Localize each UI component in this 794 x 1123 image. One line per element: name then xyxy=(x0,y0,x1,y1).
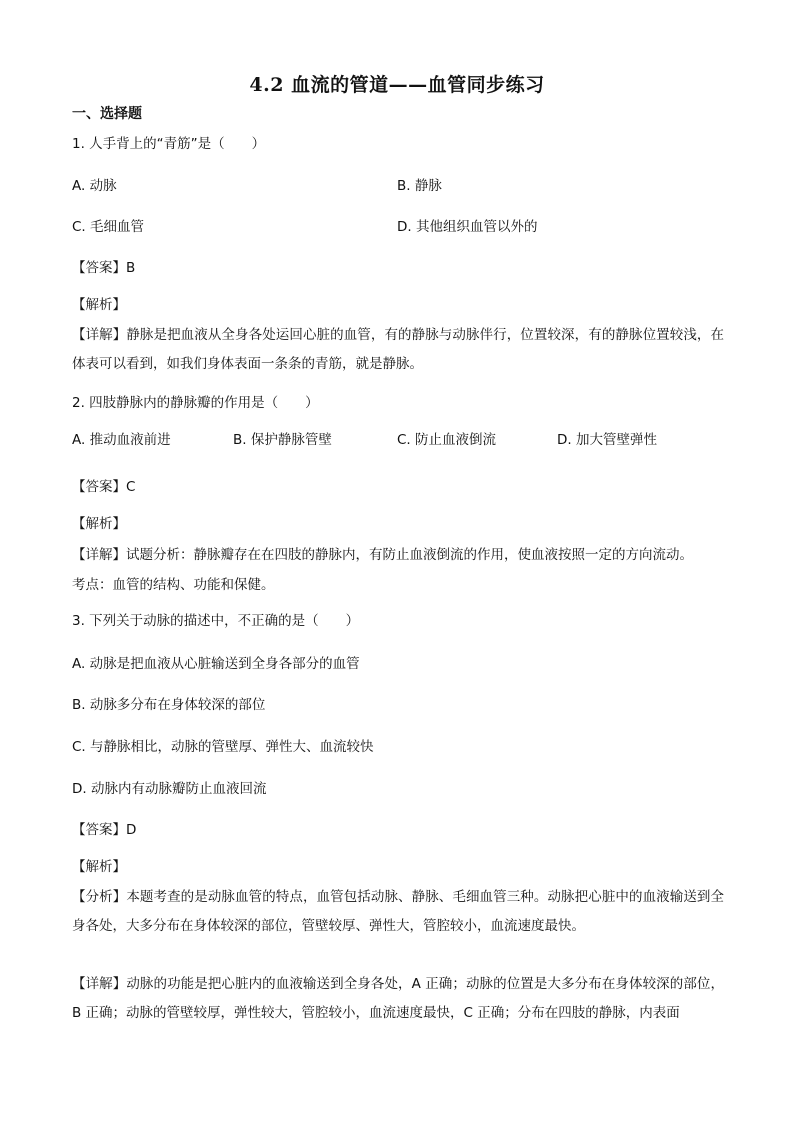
question-2-option-b: B. 保护静脉管壁 xyxy=(233,432,332,448)
question-1-option-b: B. 静脉 xyxy=(397,178,442,194)
question-1-option-a: A. 动脉 xyxy=(72,178,117,194)
question-2-detail: 【详解】试题分析：静脉瓣存在在四肢的静脉内，有防止血液倒流的作用，使血液按照一定的方向流动。 xyxy=(72,547,693,563)
question-3-option-d: D. 动脉内有动脉瓣防止血液回流 xyxy=(72,781,267,797)
question-1-answer: 【答案】B xyxy=(72,260,136,276)
question-2-option-d: D. 加大管壁弹性 xyxy=(557,432,657,448)
question-2-option-c: C. 防止血液倒流 xyxy=(397,432,497,448)
question-1-option-c: C. 毛细血管 xyxy=(72,219,145,235)
question-2-point: 考点：血管的结构、功能和保健。 xyxy=(72,577,275,593)
question-1-analysis-label: 【解析】 xyxy=(72,297,126,313)
question-2-answer: 【答案】C xyxy=(72,479,136,495)
question-2-analysis-label: 【解析】 xyxy=(72,516,126,532)
question-3-analysis: 【分析】本题考查的是动脉血管的特点，血管包括动脉、静脉、毛细血管三种。动脉把心脏中的血液输送到全身各处，大多分布在身体较深的部位，管壁较厚、弹性大，管腔较小，血流速度最快。 xyxy=(72,889,724,934)
question-1-option-d: D. 其他组织血管以外的 xyxy=(397,219,538,235)
page-title: 4.2 血流的管道——血管同步练习 xyxy=(249,74,545,96)
section-heading: 一、选择题 xyxy=(72,106,142,122)
question-3-analysis-label: 【解析】 xyxy=(72,859,126,875)
question-3-option-c: C. 与静脉相比，动脉的管壁厚、弹性大、血流较快 xyxy=(72,739,374,755)
question-3-option-b: B. 动脉多分布在身体较深的部位 xyxy=(72,697,266,713)
question-2-stem: 2. 四肢静脉内的静脉瓣的作用是（ ） xyxy=(72,395,319,411)
question-3-answer: 【答案】D xyxy=(72,822,137,838)
question-1-detail: 【详解】静脉是把血液从全身各处运回心脏的血管，有的静脉与动脉伴行，位置较深，有的静脉位置较浅，在体表可以看到，如我们身体表面一条条的青筋，就是静脉。 xyxy=(72,327,724,372)
question-3-option-a: A. 动脉是把血液从心脏输送到全身各部分的血管 xyxy=(72,656,360,672)
question-1-stem: 1. 人手背上的“青筋”是（ ） xyxy=(72,136,266,152)
question-3-detail: 【详解】动脉的功能是把心脏内的血液输送到全身各处，A 正确；动脉的位置是大多分布在身体较深的部位，B 正确；动脉的管壁较厚，弹性较大，管腔较小，血流速度最快，C 正确；分布在四肢的静脉，内表面 xyxy=(72,976,724,1021)
question-3-stem: 3. 下列关于动脉的描述中，不正确的是（ ） xyxy=(72,613,360,629)
question-2-option-a: A. 推动血液前进 xyxy=(72,432,171,448)
